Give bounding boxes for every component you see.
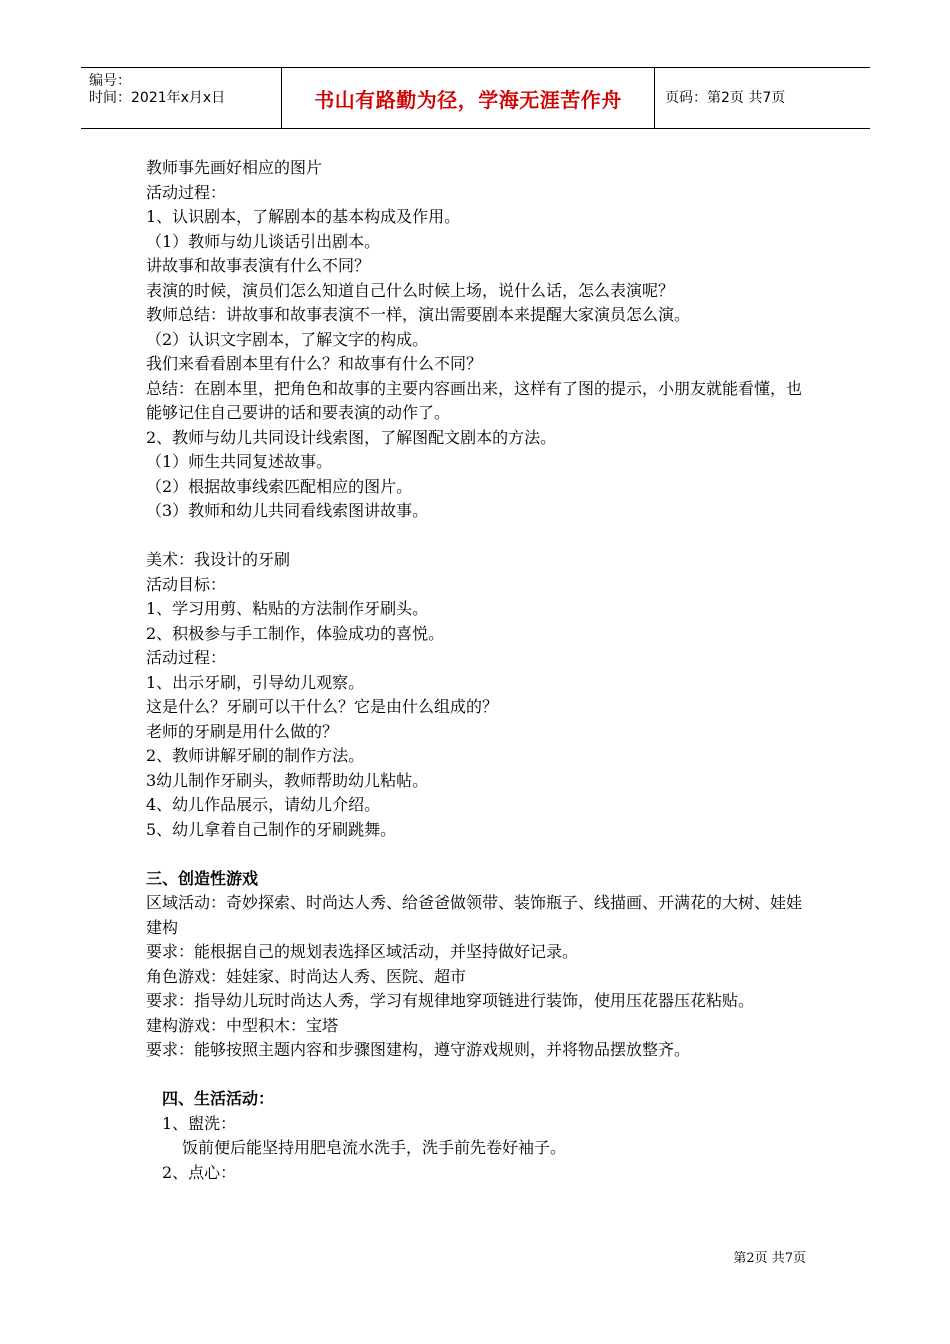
body-line: 饭前便后能坚持用肥皂流水洗手，洗手前先卷好袖子。 <box>182 1138 567 1157</box>
body-line: 4、幼儿作品展示，请幼儿介绍。 <box>146 795 381 814</box>
body-line: 3幼儿制作牙刷头，教师帮助幼儿粘帖。 <box>146 770 429 790</box>
body-line: 1、学习用剪、粘贴的方法制作牙刷头。 <box>146 599 429 618</box>
body-line: 活动过程： <box>146 182 227 202</box>
body-line: 讲故事和故事表演有什么不同？ <box>146 256 371 275</box>
body-paragraph: 总结：在剧本里，把角色和故事的主要内容画出来，这样有了图的提示，小朋友就能看懂，也能够记住自己要讲的话和要表演的动作了。 <box>146 378 803 422</box>
body-line: （3）教师和幼儿共同看线索图讲故事。 <box>146 501 429 520</box>
body-line: 2、教师讲解牙刷的制作方法。 <box>146 746 365 765</box>
body-line: 教师总结：讲故事和故事表演不一样，演出需要剧本来提醒大家演员怎么演。 <box>146 305 691 324</box>
body-line: 5、幼儿拿着自己制作的牙刷跳舞。 <box>146 819 397 839</box>
section-title-art: 美术：我设计的牙刷 <box>146 550 291 569</box>
header-page-cell <box>655 68 870 128</box>
body-line: 1、盥洗： <box>162 1113 237 1133</box>
body-line: 2、教师与幼儿共同设计线索图，了解图配文剧本的方法。 <box>146 427 557 447</box>
body-line: 1、出示牙刷，引导幼儿观察。 <box>146 672 365 692</box>
body-line: 我们来看看剧本里有什么？和故事有什么不同？ <box>146 354 483 373</box>
body-line: 2、点心： <box>162 1162 237 1182</box>
body-line: 角色游戏：娃娃家、时尚达人秀、医院、超市 <box>146 966 467 986</box>
body-paragraph: 区域活动：奇妙探索、时尚达人秀、给爸爸做领带、装饰瓶子、线描画、开满花的大树、娃娃建构 <box>146 893 803 937</box>
document-number-label: 编号： <box>89 73 131 89</box>
blank-line <box>146 1063 836 1088</box>
body-line: （2）认识文字剧本，了解文字的构成。 <box>146 329 429 349</box>
body-line: 老师的牙刷是用什么做的？ <box>146 721 339 741</box>
document-date-label: 时间：2021年x月x日 <box>89 90 226 106</box>
body-line: 表演的时候，演员们怎么知道自己什么时候上场，说什么话，怎么表演呢？ <box>146 280 675 300</box>
body-line: 要求：能根据自己的规划表选择区域活动，并坚持做好记录。 <box>146 942 579 961</box>
body-paragraph: 要求：指导幼儿玩时尚达人秀，学习有规律地穿项链进行装饰，使用压花器压花粘贴。 <box>146 991 755 1010</box>
body-line: 建构游戏：中型积木：宝塔 <box>146 1015 339 1035</box>
header-motto-cell <box>282 68 655 128</box>
header-info-cell <box>81 68 282 128</box>
body-line: （1）师生共同复述故事。 <box>146 452 333 471</box>
header-page-number: 页码：第2页 共7页 <box>665 89 786 106</box>
section-heading-creative-games: 三、创造性游戏 <box>146 868 259 888</box>
page-footer-number: 第2页 共7页 <box>733 1251 806 1266</box>
blank-line <box>146 524 836 549</box>
page-header <box>81 67 870 129</box>
body-line: 教师事先画好相应的图片 <box>146 158 323 177</box>
body-line: （2）根据故事线索匹配相应的图片。 <box>146 476 413 496</box>
body-line: （1）教师与幼儿谈话引出剧本。 <box>146 231 381 251</box>
body-line: 1、认识剧本，了解剧本的基本构成及作用。 <box>146 207 461 226</box>
body-line: 活动过程： <box>146 648 227 667</box>
section-heading-daily-life: 四、生活活动： <box>162 1089 275 1108</box>
blank-line <box>146 842 836 867</box>
body-line: 活动目标： <box>146 574 227 594</box>
body-line: 要求：能够按照主题内容和步骤图建构，遵守游戏规则，并将物品摆放整齐。 <box>146 1040 691 1059</box>
body-line: 这是什么？牙刷可以干什么？它是由什么组成的？ <box>146 697 499 716</box>
document-body <box>146 156 836 1185</box>
body-line: 2、积极参与手工制作，体验成功的喜悦。 <box>146 623 445 643</box>
header-motto: 书山有路勤为径，学海无涯苦作舟 <box>314 87 622 112</box>
